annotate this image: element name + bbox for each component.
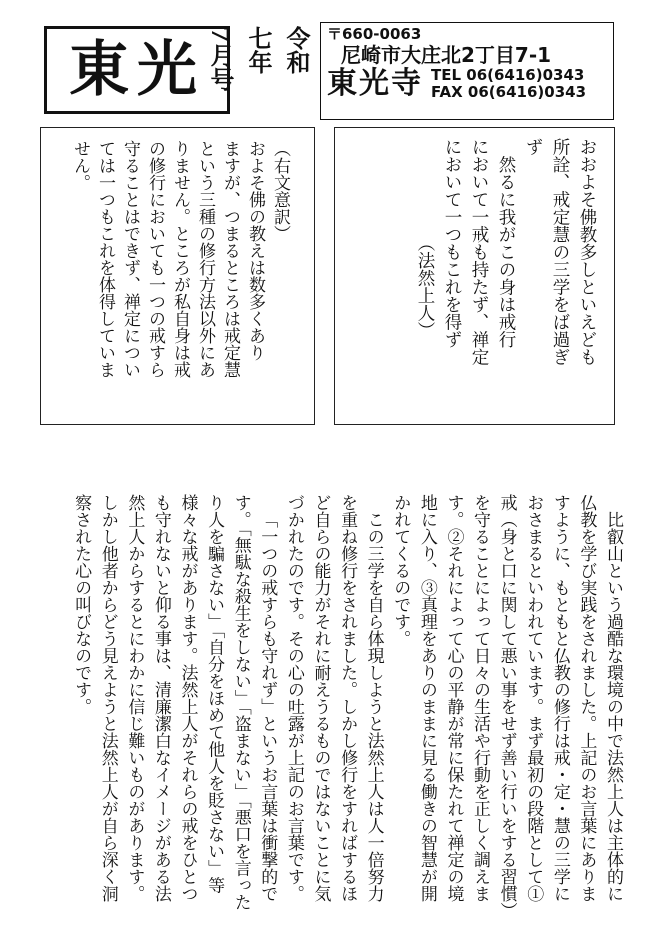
temple-contact: [327, 67, 607, 101]
translation-heading: （右文意訳）: [270, 140, 290, 242]
temple-name: 東光寺: [327, 66, 423, 101]
translation-line: およそ佛の教えは数多くあり: [245, 140, 265, 361]
paragraph: この三学を自ら体現しようと法然上人は人一倍努力を重ね修行をされました。しかし修行をすればするほど自らの能力がそれに耐えうるものではないことに気づかれたのです。その心の吐露が上記のお言葉です。: [283, 494, 384, 902]
year: 七年: [244, 26, 273, 74]
translation-line: ますが、つまるところは戒定慧: [220, 140, 240, 378]
address: 尼崎市大庄北2丁目7-1: [341, 43, 552, 67]
quote-line: おおよそ佛教多しといえども: [577, 138, 597, 366]
address-box: [320, 22, 614, 120]
quote-line: 所詮、戒定慧の三学をば過ぎ: [550, 138, 570, 366]
era: 令和: [282, 26, 311, 74]
translation-line: の修行においても一つの戒すら: [145, 140, 165, 378]
month: 7月号: [206, 26, 235, 91]
article-body: [36, 494, 626, 914]
fax: FAX 06(6416)0343: [431, 83, 587, 101]
quote-line: において一戒も持たず、禅定: [469, 138, 489, 366]
quote-box: [334, 127, 615, 425]
translation-line: せん。: [70, 140, 90, 191]
quote-line: において一つもこれを得ず: [442, 138, 462, 348]
contacts: [431, 67, 586, 101]
translation-line: 守ることはできず、禅定につい: [120, 140, 140, 378]
translation-line: という三種の修行方法以外にあ: [195, 140, 215, 378]
quote-line: 然るに我がこの身は戒行: [496, 138, 516, 348]
translation-line: りません。ところが私自身は戒: [170, 140, 190, 378]
translation-box: [40, 127, 315, 425]
logo-text: 東光: [69, 35, 205, 105]
issue-date: [206, 26, 315, 118]
postal-code: 〒660-0063: [327, 25, 422, 43]
paragraph: 「一つの戒すらも守れず」というお言葉は衝撃的です。「無駄な殺生をしない」「盗まない」「悪口を言ったり人を騙さない」「自分をほめて他人を貶さない」等様々な戒があります。法然上人がそれらの戒をひとつも守れないと仰る事は、清廉潔白なイメージがある法然上人からするとにわかに信じ難いものがあります。しかし他者からどう見えようと法然上人が自ら深く洞察された心の叫びなのです。: [71, 494, 278, 911]
quote-line: ず: [523, 138, 543, 156]
tel: TEL 06(6416)0343: [431, 66, 585, 84]
paragraph: 比叡山という過酷な環境の中で法然上人は主体的に仏教を学び実践をされました。上記のお言葉にありますように、もともと仏教の修行は戒・定・慧の三学におさまるといわれています。まず最初の段階として①戒（身と口に関して悪い事をせず善い行いをする習慣）を守ることによって日々の生活や行動を正しく調えます。②それによって心の平静が常に保たれて禅定の境地に入り、③真理をありのままに見る働きの智慧が開かれてくるのです。: [390, 494, 623, 911]
quote-attribution: （法然上人）: [415, 138, 435, 340]
header: [44, 16, 614, 124]
translation-line: ては一つもこれを体得していま: [95, 140, 115, 378]
